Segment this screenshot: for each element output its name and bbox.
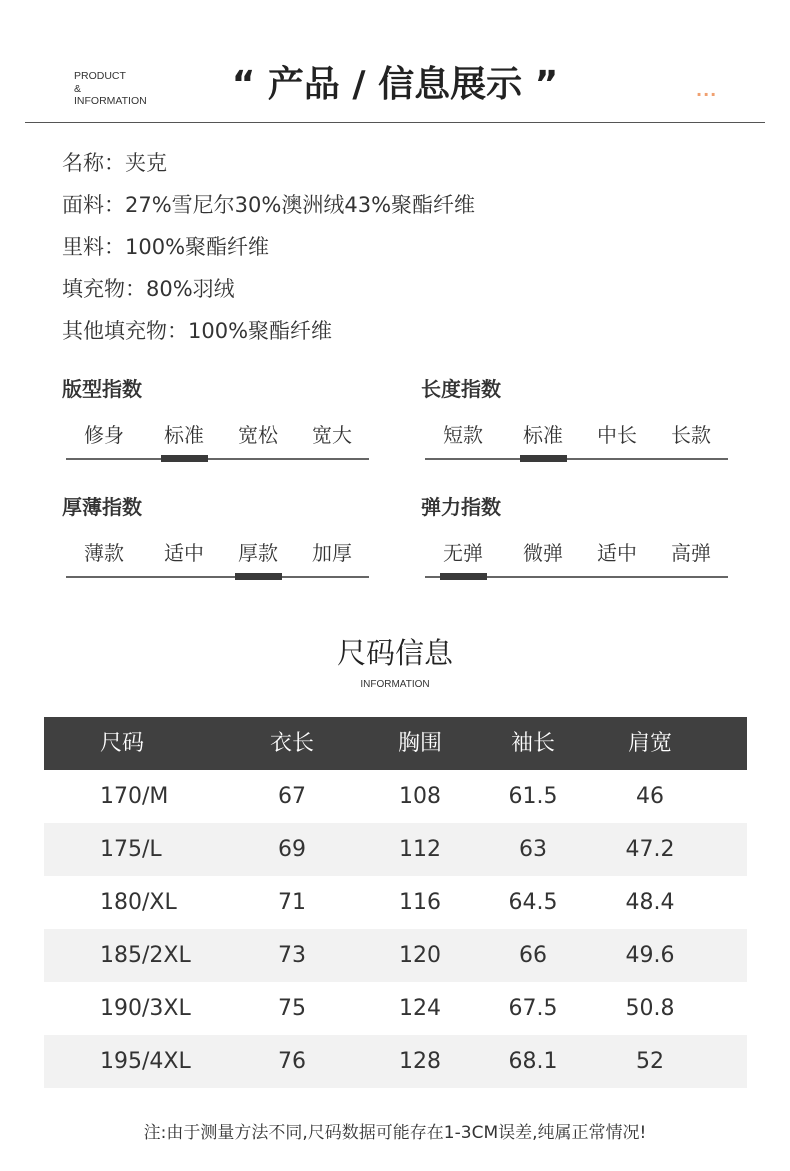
label-product: PRODUCT: [74, 70, 126, 82]
table-cell: 175/L: [100, 837, 162, 862]
table-cell: 47.2: [625, 837, 675, 862]
page-title: “ 产品 / 信息展示 ”: [231, 64, 559, 105]
index-title: 弹力指数: [421, 495, 501, 519]
size-table: [44, 717, 747, 1088]
footer-note: 注:由于测量方法不同,尺码数据可能存在1-3CM误差,纯属正常情况!: [143, 1123, 647, 1143]
index-title: 厚薄指数: [62, 495, 142, 519]
size-section-title: 尺码信息: [336, 636, 453, 670]
table-cell: 195/4XL: [100, 1049, 191, 1074]
table-header-row: [44, 717, 747, 770]
index-group: [62, 493, 369, 583]
table-cell: 50.8: [625, 996, 675, 1021]
table-row: [44, 876, 747, 929]
table-row: [44, 1035, 747, 1088]
label-ampersand: &: [74, 82, 82, 95]
index-option: 宽大: [312, 423, 352, 447]
index-option: 宽松: [238, 423, 278, 447]
index-option: 薄款: [84, 541, 124, 565]
table-cell: 46: [636, 784, 664, 809]
table-header-cell: 尺码: [100, 731, 145, 756]
table-cell: 170/M: [100, 784, 169, 809]
table-cell: 73: [278, 943, 306, 968]
spec-other-filling: 其他填充物：100%聚酯纤维: [62, 319, 333, 343]
table-cell: 61.5: [508, 784, 558, 809]
table-cell: 128: [399, 1049, 441, 1074]
product-specs: [62, 142, 762, 352]
index-option: 长款: [671, 423, 711, 447]
table-cell: 120: [399, 943, 441, 968]
table-header-cell: 胸围: [397, 731, 442, 756]
table-cell: 124: [399, 996, 441, 1021]
index-option: 微弹: [523, 541, 563, 565]
table-cell: 69: [278, 837, 306, 862]
more-dots-icon: ...: [696, 81, 718, 100]
table-row: [44, 982, 747, 1035]
table-cell: 76: [278, 1049, 306, 1074]
header-divider: [25, 122, 765, 123]
table-cell: 75: [278, 996, 306, 1021]
table-cell: 49.6: [625, 943, 675, 968]
spec-name: 名称：夹克: [62, 151, 167, 175]
table-cell: 67.5: [508, 996, 558, 1021]
index-title: 长度指数: [421, 377, 501, 401]
index-option: 高弹: [671, 541, 711, 565]
index-group: [421, 493, 728, 583]
index-selected-marker: [440, 573, 487, 580]
index-option: 短款: [443, 423, 483, 447]
table-header-cell: 肩宽: [627, 731, 672, 756]
index-selected-marker: [161, 455, 208, 462]
table-cell: 48.4: [625, 890, 675, 915]
spec-lining: 里料：100%聚酯纤维: [62, 235, 270, 259]
index-option: 适中: [597, 541, 637, 565]
table-cell: 63: [519, 837, 547, 862]
index-option: 标准: [523, 423, 563, 447]
table-header-cell: 袖长: [510, 731, 555, 756]
index-selected-marker: [520, 455, 567, 462]
index-title: 版型指数: [62, 377, 142, 401]
table-cell: 52: [636, 1049, 664, 1074]
index-group: [62, 375, 369, 465]
index-option: 加厚: [312, 541, 352, 565]
table-cell: 67: [278, 784, 306, 809]
table-cell: 108: [399, 784, 441, 809]
spec-fabric: 面料：27%雪尼尔30%澳洲绒43%聚酯纤维: [62, 193, 476, 217]
index-option: 中长: [597, 423, 637, 447]
table-cell: 68.1: [508, 1049, 558, 1074]
table-cell: 71: [278, 890, 306, 915]
table-row: [44, 929, 747, 982]
table-cell: 185/2XL: [100, 943, 191, 968]
table-cell: 180/XL: [100, 890, 177, 915]
table-row: [44, 770, 747, 823]
index-scale-line: [425, 458, 728, 460]
size-section-subtitle: INFORMATION: [360, 679, 430, 690]
table-cell: 112: [399, 837, 441, 862]
index-option: 修身: [84, 423, 124, 447]
index-selected-marker: [235, 573, 282, 580]
index-option: 标准: [164, 423, 204, 447]
table-cell: 66: [519, 943, 547, 968]
table-row: [44, 823, 747, 876]
table-cell: 116: [399, 890, 441, 915]
table-cell: 190/3XL: [100, 996, 191, 1021]
spec-filling: 填充物：80%羽绒: [62, 277, 235, 301]
table-header-cell: 衣长: [269, 731, 314, 756]
index-option: 适中: [164, 541, 204, 565]
index-option: 无弹: [443, 541, 483, 565]
index-option: 厚款: [238, 541, 278, 565]
index-scale-line: [66, 458, 369, 460]
index-scale-line: [66, 576, 369, 578]
table-cell: 64.5: [508, 890, 558, 915]
label-information: INFORMATION: [74, 95, 147, 107]
index-group: [421, 375, 728, 465]
